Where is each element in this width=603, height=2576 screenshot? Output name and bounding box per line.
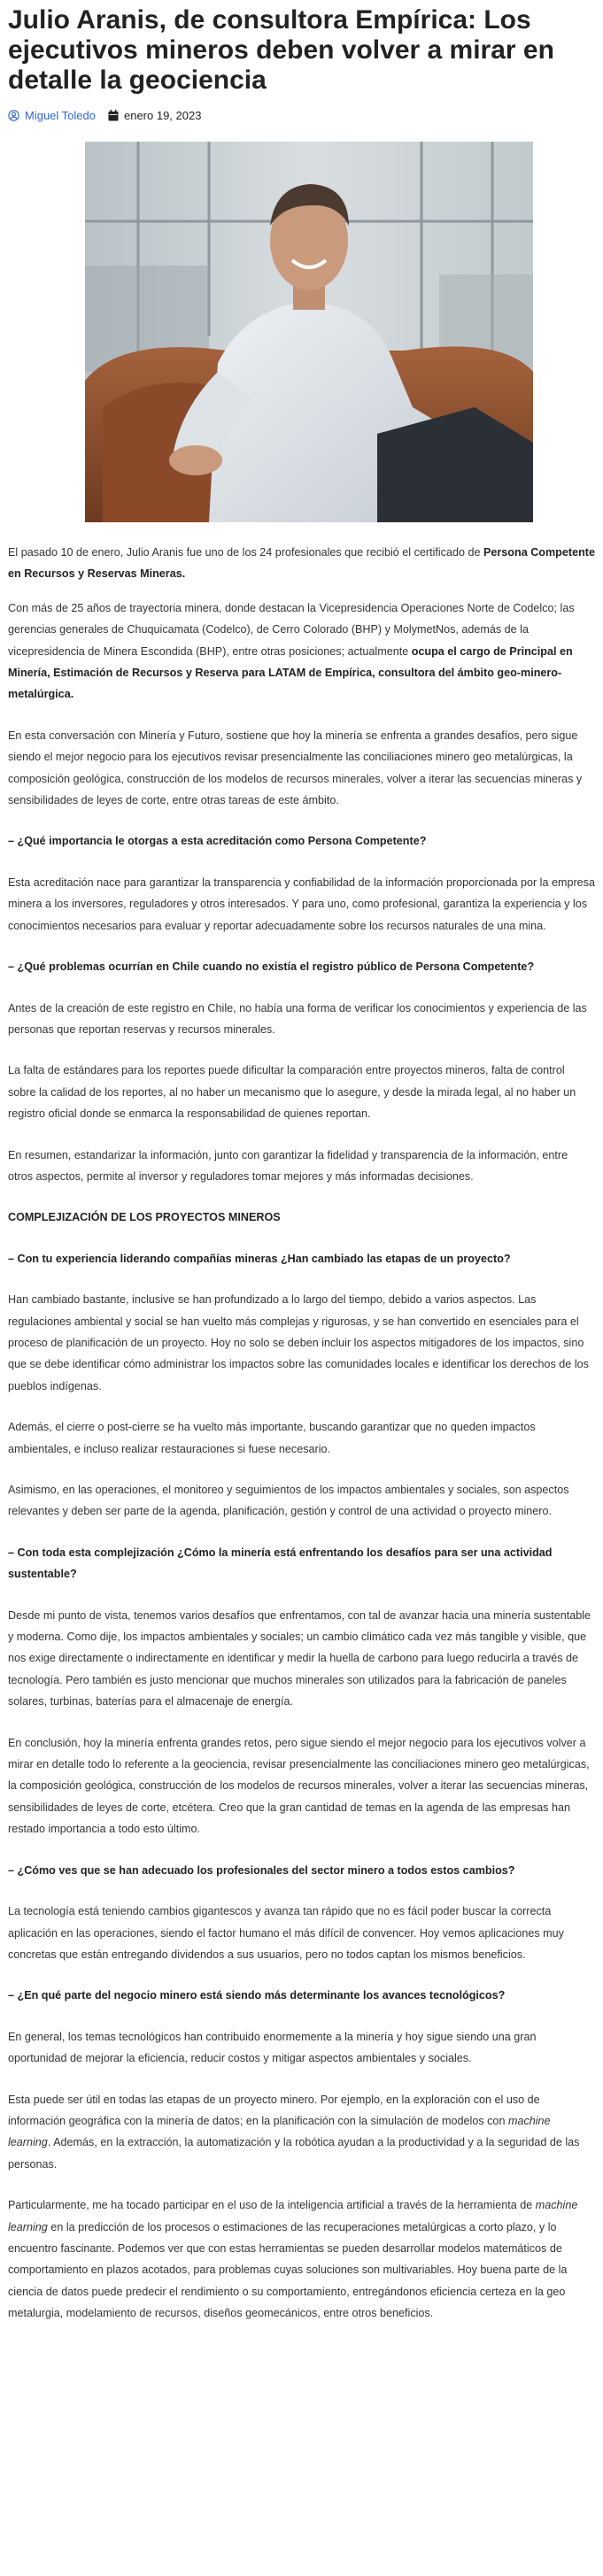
paragraph-text: Esta puede ser útil en todas las etapas de un proyecto minero. Por ejemplo, en la exploración con el uso de información geográfica con la minería de datos; en la planificación con la simulación de modelos con <box>8 2093 540 2127</box>
paragraph-italic: machine learning <box>8 2199 578 2233</box>
paragraph: Esta acreditación nace para garantizar la transparencia y confiabilidad de la información proporcionada por la empresa minera a los inversores, reguladores y otros interesados. Y para uno, como profesional, garantiza la experiencia y los conocimientos necesarios para evaluar y reportar adecuadamente sobre los recursos naturales de una mina. <box>8 875 595 932</box>
question: – ¿Cómo ves que se han adecuado los profesionales del sector minero a todos estos cambios? <box>8 1863 515 1877</box>
publish-date <box>108 109 201 122</box>
paragraph-text: . Además, en la extracción, la automatización y la robótica ayudan a la productividad y a la seguridad de las personas. <box>8 2136 580 2171</box>
paragraph: Además, el cierre o post-cierre se ha vuelto más importante, buscando garantizar que no queden impactos ambientales, e incluso realizar restauraciones si fuese necesario. <box>8 1421 536 1455</box>
paragraph: En esta conversación con Minería y Futuro, sostiene que hoy la minería se enfrenta a grandes desafíos, pero sigue siendo el mejor negocio para los ejecutivos revisar presencialmente las conciliaciones minero geo metalúrgicas, la composición geológica, construcción de los modelos de recursos minerales, volver a iterar las secuencias mineras y sensibilidades de leyes de corte, entre otras tareas de este ámbito. <box>8 729 583 807</box>
paragraph: Han cambiado bastante, inclusive se han profundizado a lo largo del tiempo, debido a varios aspectos. Las regulaciones ambiental y social se han vuelto más complejas y rigurosas, y se han convertido en esenciales para el proceso de planificación de un proyecto. Hoy no solo se deben incluir los aspectos mitigadores de los impactos, sino que se debe identificar cómo administrar los impactos sobre las comunidades locales e identificar los derechos de los pueblos indígenas. <box>8 1293 589 1392</box>
question: – Con toda esta complejización ¿Cómo la minería está enfrentando los desafíos para ser una actividad sustentable? <box>8 1546 553 1581</box>
user-circle-icon <box>8 110 19 121</box>
paragraph <box>8 2194 595 2324</box>
portrait-image <box>85 142 533 522</box>
article-meta <box>8 106 595 124</box>
paragraph-italic: machine learning <box>8 2114 551 2149</box>
paragraph: Antes de la creación de este registro en Chile, no había una forma de verificar los conocimientos y experiencia de las personas que reportan reservas y recursos minerales. <box>8 1001 587 1036</box>
section-heading: COMPLEJIZACIÓN DE LOS PROYECTOS MINEROS <box>8 1211 281 1224</box>
paragraph: Desde mi punto de vista, tenemos varios desafíos que enfrentamos, con tal de avanzar hacia una minería sustentable y moderna. Como dije, los impactos ambientales y sociales; un cambio climático cada vez más tangible y visible, que nos exige directamente o indirectamente en identificar y medir la huella de carbono para luego reducirla a través de tecnología. Pero también es justo mencionar que muchos minerales son utilizados para la fabricación de paneles solares, turbinas, baterías para el almacenaje de energía. <box>8 1608 591 1708</box>
paragraph <box>8 2089 595 2176</box>
question: – ¿En qué parte del negocio minero está siendo más determinante los avances tecnológicos? <box>8 1989 506 2002</box>
paragraph <box>8 542 595 585</box>
paragraph: En resumen, estandarizar la información, junto con garantizar la fidelidad y transparencia de la información, entre otros aspectos, permite al inversor y reguladores tomar mejores y más informadas decisiones. <box>8 1148 568 1183</box>
paragraph-text: Con más de 25 años de trayectoria minera, donde destacan la Vicepresidencia Operaciones Norte de Codelco; las gerencias generales de Chuquicamata (Codelco), de Cerro Colorado (BHP) y MolymetNos, además de la vicepresidencia de Minera Escondida (BHP), entre otras posiciones; actualmente <box>8 601 575 658</box>
calendar-icon <box>108 110 119 121</box>
paragraph-text: Particularmente, me ha tocado participar en el uso de la inteligencia artificial a través de la herramienta de <box>8 2199 536 2212</box>
paragraph <box>8 598 595 706</box>
question: – ¿Qué problemas ocurrían en Chile cuando no existía el registro público de Persona Competente? <box>8 960 535 974</box>
article-title: Julio Aranis, de consultora Empírica: Los ejecutivos mineros deben volver a mirar en detalle la geociencia <box>8 5 554 95</box>
paragraph: En general, los temas tecnológicos han contribuido enormemente a la minería y hoy sigue siendo una gran oportunidad de mejorar la eficiencia, reducir costos y mitigar aspectos ambientales y sociales. <box>8 2030 537 2065</box>
question: – ¿Qué importancia le otorgas a esta acreditación como Persona Competente? <box>8 835 427 848</box>
paragraph: En conclusión, hoy la minería enfrenta grandes retos, pero sigue siendo el mejor negocio para los ejecutivos volver a mirar en detalle todo lo referente a la geociencia, revisar presencialmente las conciliaciones minero geo metalúrgicas, la composición geológica, construcción de los modelos de recursos minerales, volver a iterar las secuencias mineras, sensibilidades de leyes de corte, etcétera. Creo que la gran cantidad de temas en la agenda de las empresas han restado importancia a todo esto último. <box>8 1736 590 1836</box>
paragraph: Asimismo, en las operaciones, el monitoreo y seguimientos de los impactos ambientales y sociales, son aspectos relevantes y deben ser parte de la agenda, planificación, gestión y control de una actividad o proyecto minero. <box>8 1484 569 1518</box>
article-body <box>8 542 595 2325</box>
author-link[interactable] <box>8 109 96 122</box>
paragraph-text: en la predicción de los procesos o estimaciones de las recuperaciones metalúrgicas a corto plazo, y lo encuentro fascinante. Podemos ver que con estas herramientas se pueden desarrollar modelos matemáticos de comportamiento en plazos acotados, para problemas cuyas soluciones son multivariables. Hoy buena parte de la ciencia de datos puede predecir el rendimiento o su comportamiento, entregándonos eficiencia certeza en la geo metalurgia, modelamiento de recursos, diseños geomecánicos, entre otros beneficios. <box>8 2220 568 2320</box>
question: – Con tu experiencia liderando compañías mineras ¿Han cambiado las etapas de un proyecto? <box>8 1252 511 1265</box>
paragraph-text: El pasado 10 de enero, Julio Aranis fue uno de los 24 profesionales que recibió el certificado de <box>8 546 483 559</box>
paragraph-bold: ocupa el cargo de Principal en Minería, Estimación de Recursos y Reserva para LATAM de Empírica, consultora del ámbito geo-minero-metalúrgica. <box>8 644 573 701</box>
article-photo <box>85 142 533 522</box>
paragraph: La falta de estándares para los reportes puede dificultar la comparación entre proyectos mineros, falta de control sobre la calidad de los reportes, al no haber un mecanismo que lo asegure, y desde la mirada legal, al no haber un registro oficial donde se enmarca la responsabilidad de quienes reportan. <box>8 1064 576 1121</box>
paragraph-bold: Persona Competente en Recursos y Reservas Mineras. <box>8 546 595 581</box>
paragraph: La tecnología está teniendo cambios gigantescos y avanza tan rápido que no es fácil poder buscar la correcta aplicación en las operaciones, siendo el factor humano el más difícil de convencer. Hoy vemos aplicaciones muy concretas que están entregando dividendos a sus usuarios, pero no todos captan los mismos beneficios. <box>8 1905 564 1961</box>
date-text: enero 19, 2023 <box>123 108 202 122</box>
author-name[interactable]: Miguel Toledo <box>25 108 96 122</box>
